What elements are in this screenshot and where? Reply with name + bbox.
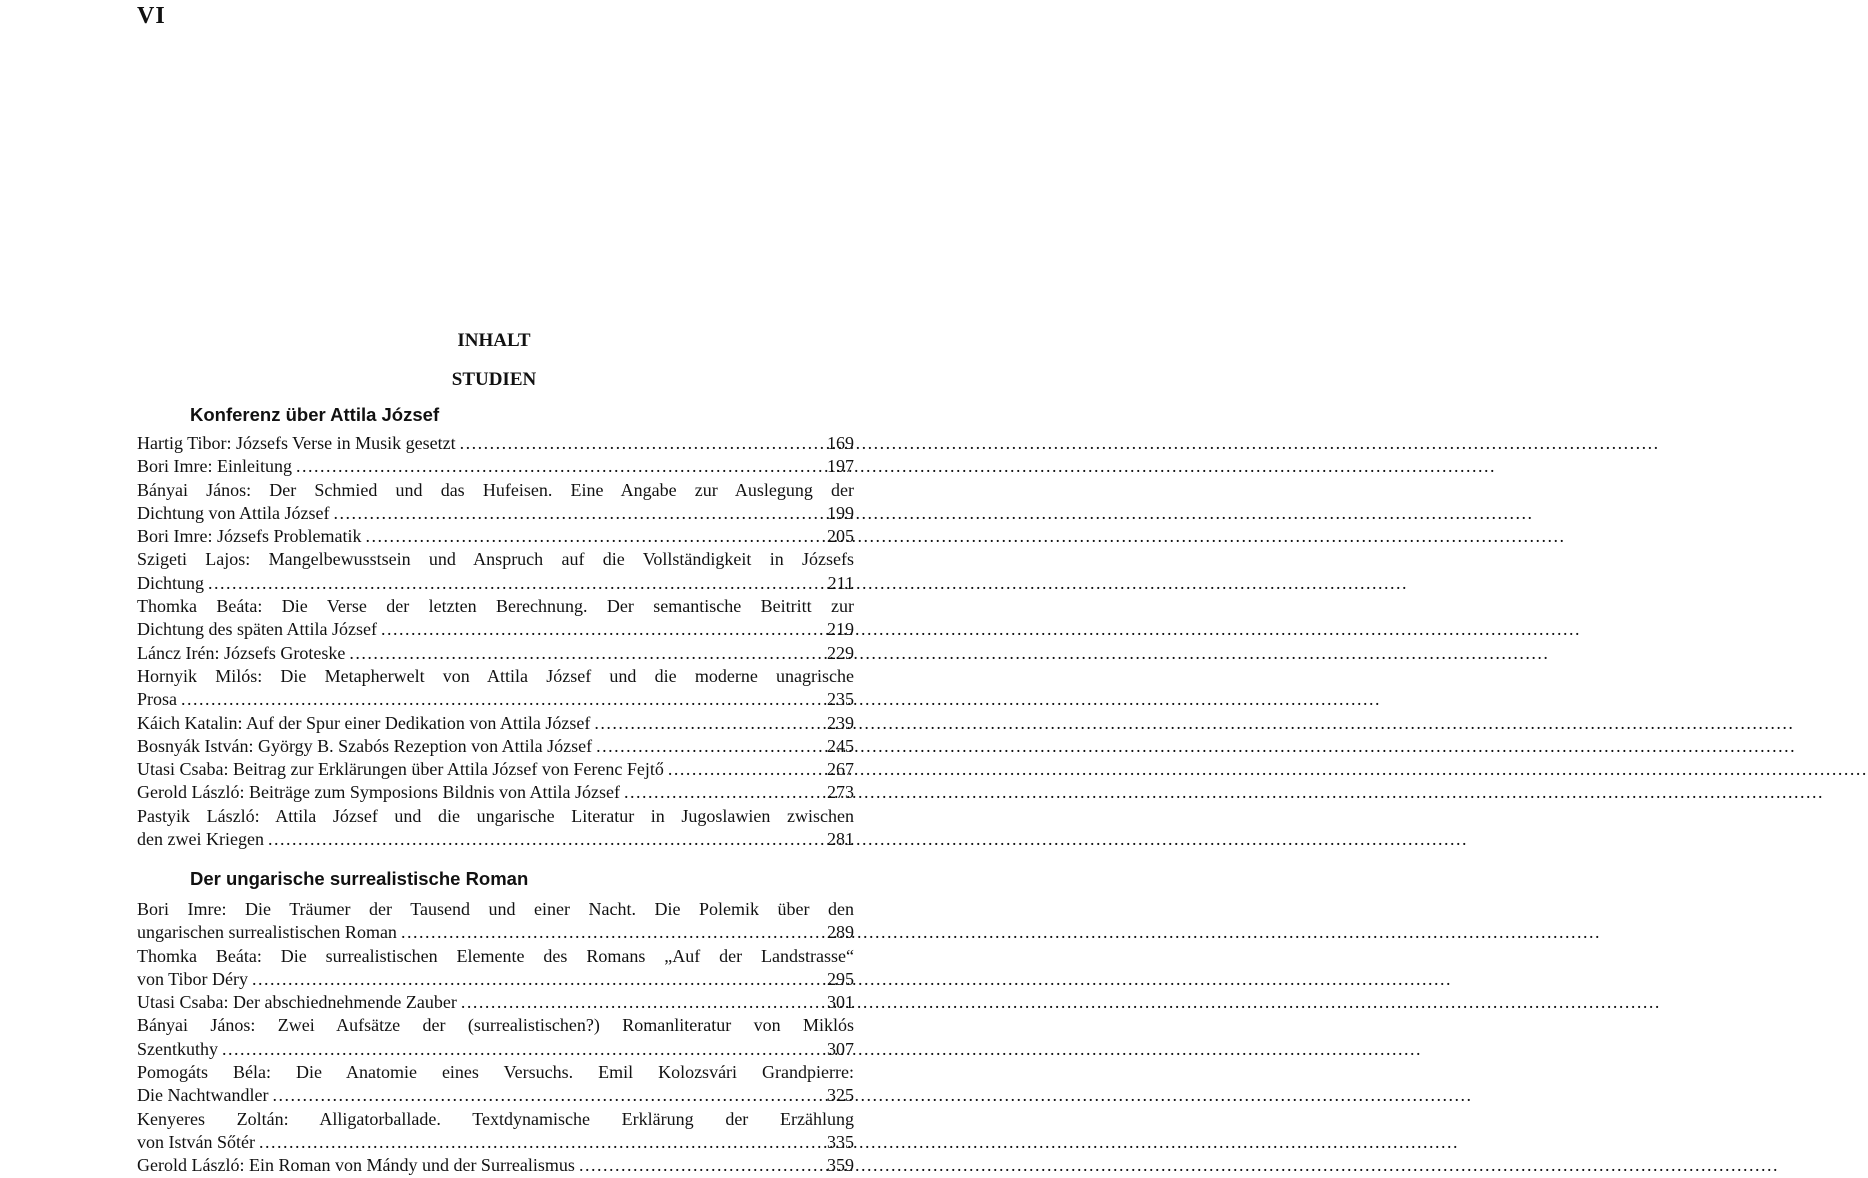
entry-title-line: Thomka Beáta: Die surrealistischen Elemente des Romans „Auf der Landstrasse“ (137, 945, 854, 966)
entry-row (137, 828, 854, 851)
toc-list (137, 432, 854, 851)
entry-title: Die Nachtwandler (137, 1085, 269, 1106)
entry-row (137, 735, 854, 758)
page-reference: 267 (827, 759, 854, 780)
entry-title: Szentkuthy (137, 1038, 218, 1059)
page-reference: 239 (827, 712, 854, 733)
entry-row (137, 1038, 854, 1061)
dot-leader (259, 1131, 822, 1154)
toc-list (137, 898, 854, 1178)
dot-leader (272, 1084, 822, 1107)
entry-row (137, 921, 854, 944)
entry-title: von István Sőtér (137, 1131, 255, 1152)
entry-row (137, 455, 854, 478)
entry-row (137, 525, 854, 548)
entry-title: Bori Imre: Józsefs Problematik (137, 526, 362, 547)
entry-title-line: Pomogáts Béla: Die Anatomie eines Versuchs. Emil Kolozsvári Grandpierre: (137, 1062, 854, 1083)
entry-row (137, 1154, 854, 1177)
entry-title: Láncz Irén: Józsefs Groteske (137, 642, 346, 663)
entry-title-line: Bányai János: Zwei Aufsätze der (surrealistischen?) Romanliteratur von Miklós (137, 1015, 854, 1036)
dot-leader (268, 828, 822, 851)
section-title: Konferenz über Attila József (190, 404, 440, 425)
page-reference: 235 (827, 689, 854, 710)
toc-entry[interactable] (137, 781, 854, 804)
entry-row (137, 618, 854, 641)
page-number: VI (137, 3, 166, 29)
entry-title: Káich Katalin: Auf der Spur einer Dedikation von Attila József (137, 712, 591, 733)
toc-entry[interactable] (137, 548, 854, 595)
toc-entry[interactable] (137, 945, 854, 992)
page-reference: 205 (827, 526, 854, 547)
entry-title: den zwei Kriegen (137, 829, 264, 850)
page-reference: 281 (827, 829, 854, 850)
entry-title: Gerold László: Ein Roman von Mándy und der Surrealismus (137, 1155, 575, 1176)
entry-title: von Tibor Déry (137, 968, 249, 989)
page-reference: 211 (827, 572, 854, 593)
toc-entry[interactable] (137, 525, 854, 548)
toc-entry[interactable] (137, 432, 854, 455)
entry-row (137, 502, 854, 525)
entry-title: Prosa (137, 689, 177, 710)
entry-row (137, 642, 854, 665)
toc-entry[interactable] (137, 1154, 854, 1177)
page-reference: 169 (827, 433, 854, 453)
dot-leader (208, 572, 822, 595)
dot-leader (460, 432, 822, 455)
entry-title-line: Szigeti Lajos: Mangelbewusstsein und Anspruch auf die Vollständigkeit in Józsefs (137, 549, 854, 570)
entry-title: Dichtung (137, 572, 204, 593)
page-reference: 325 (827, 1085, 854, 1106)
dot-leader (349, 642, 822, 665)
toc-entry[interactable] (137, 712, 854, 735)
dot-leader (333, 502, 822, 525)
dot-leader (381, 618, 822, 641)
entry-title-line: Hornyik Milós: Die Metapherwelt von Attila József und die moderne unagrische (137, 665, 854, 686)
dot-leader (222, 1038, 822, 1061)
dot-leader (181, 688, 822, 711)
dot-leader (461, 991, 822, 1014)
toc-entry[interactable] (137, 805, 854, 852)
section-title: Der ungarische surrealistische Roman (190, 868, 529, 889)
page-reference: 301 (827, 992, 854, 1013)
entry-title: Dichtung von Attila József (137, 502, 330, 523)
toc-entry[interactable] (137, 1108, 854, 1155)
entry-row (137, 688, 854, 711)
dot-leader (596, 735, 822, 758)
page-reference: 229 (827, 642, 854, 663)
entry-row (137, 1084, 854, 1107)
page-reference: 219 (827, 619, 854, 640)
entry-row (137, 572, 854, 595)
entry-row (137, 432, 854, 455)
entry-row (137, 758, 854, 781)
toc-entry[interactable] (137, 665, 854, 712)
dot-leader (365, 525, 822, 548)
toc-entry[interactable] (137, 479, 854, 526)
entry-title: Bori Imre: Einleitung (137, 456, 292, 477)
dot-leader (401, 921, 822, 944)
entry-row (137, 712, 854, 735)
page-reference: 245 (827, 735, 854, 756)
page-reference: 289 (827, 922, 854, 943)
toc-entry[interactable] (137, 735, 854, 758)
entry-row (137, 1131, 854, 1154)
entry-title: Hartig Tibor: Józsefs Verse in Musik gesetzt (137, 433, 456, 453)
entry-row (137, 991, 854, 1014)
contents-heading: INHALT (457, 330, 531, 351)
studies-subheading: STUDIEN (451, 369, 537, 390)
entry-title-line: Pastyik László: Attila József und die ungarische Literatur in Jugoslawien zwischen (137, 805, 854, 826)
entry-row (137, 781, 854, 804)
entry-title: ungarischen surrealistischen Roman (137, 922, 397, 943)
page-reference: 295 (827, 968, 854, 989)
toc-entry[interactable] (137, 758, 854, 781)
dot-leader (624, 781, 822, 804)
entry-title: Gerold László: Beiträge zum Symposions Bildnis von Attila József (137, 782, 620, 803)
page-reference: 335 (827, 1131, 854, 1152)
page-reference: 359 (827, 1155, 854, 1176)
dot-leader (296, 455, 822, 478)
dot-leader (579, 1154, 822, 1177)
toc-entry[interactable] (137, 595, 854, 642)
dot-leader (594, 712, 822, 735)
entry-title: Dichtung des späten Attila József (137, 619, 377, 640)
page-reference: 307 (827, 1038, 854, 1059)
entry-title-line: Bányai János: Der Schmied und das Hufeisen. Eine Angabe zur Auslegung der (137, 479, 854, 500)
toc-entry[interactable] (137, 898, 854, 945)
dot-leader (668, 758, 822, 781)
toc-entry[interactable] (137, 642, 854, 665)
entry-row (137, 968, 854, 991)
toc-entry[interactable] (137, 991, 854, 1014)
entry-title-line: Bori Imre: Die Träumer der Tausend und einer Nacht. Die Polemik über den (137, 899, 854, 919)
page-reference: 273 (827, 782, 854, 803)
entry-title: Bosnyák István: György B. Szabós Rezeption von Attila József (137, 735, 593, 756)
toc-entry[interactable] (137, 1061, 854, 1108)
page-reference: 199 (827, 502, 854, 523)
page-reference: 197 (827, 456, 854, 477)
entry-title: Utasi Csaba: Der abschiednehmende Zauber (137, 992, 457, 1013)
dot-leader (252, 968, 822, 991)
entry-title-line: Kenyeres Zoltán: Alligatorballade. Textdynamische Erklärung der Erzählung (137, 1108, 854, 1129)
toc-entry[interactable] (137, 1014, 854, 1061)
toc-entry[interactable] (137, 455, 854, 478)
entry-title-line: Thomka Beáta: Die Verse der letzten Berechnung. Der semantische Beitritt zur (137, 596, 854, 617)
entry-title: Utasi Csaba: Beitrag zur Erklärungen über Attila József von Ferenc Fejtő (137, 759, 664, 780)
